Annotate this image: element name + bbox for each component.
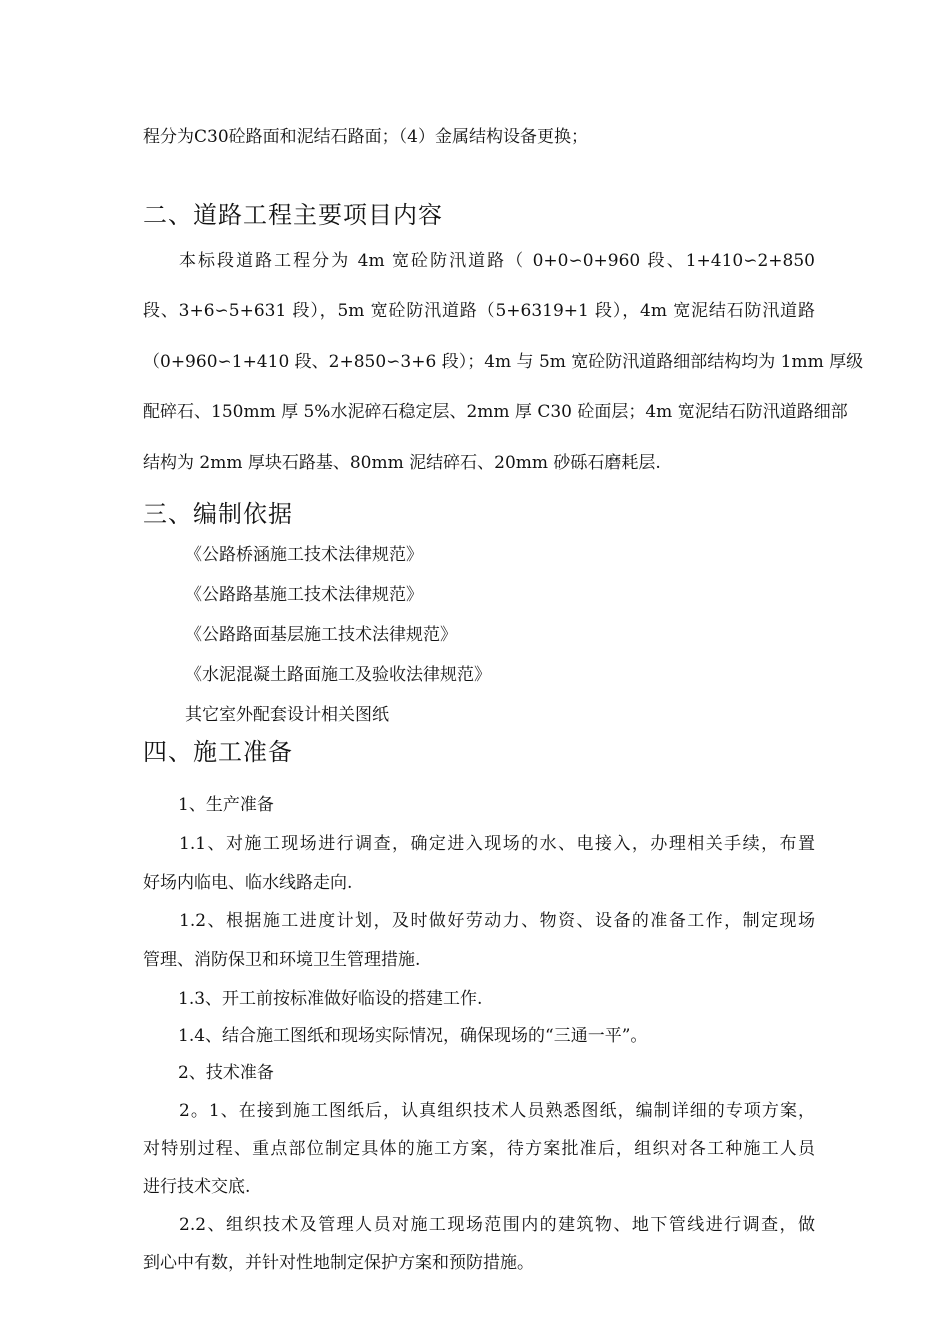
para-1-2-line-2: 管理、消防保卫和环境卫生管理措施. [143,950,421,970]
para-2-2-line-1: 2.2、组织技术及管理人员对施工现场范围内的建筑物、地下管线进行调查，做 [179,1215,815,1235]
reference-item: 《水泥混凝土路面施工及验收法律规范》 [185,665,491,685]
reference-item: 《公路桥涵施工技术法律规范》 [185,545,423,565]
section-4-heading: 四、施工准备 [143,738,293,766]
subsection-1-title: 1、生产准备 [178,795,274,815]
section-2-line-5: 结构为 2mm 厚块石路基、80mm 泥结碎石、20mm 砂砾石磨耗层. [143,453,661,473]
subsection-2-title: 2、技术准备 [178,1063,274,1083]
reference-item: 其它室外配套设计相关图纸 [185,705,389,725]
para-1-1-line-2: 好场内临电、临水线路走向. [143,873,353,893]
para-1-2-line-1: 1.2、根据施工进度计划，及时做好劳动力、物资、设备的准备工作，制定现场 [179,911,815,931]
reference-item: 《公路路基施工技术法律规范》 [185,585,423,605]
intro-line: 程分为C30砼路面和泥结石路面；（4）金属结构设备更换； [143,127,588,147]
section-2-line-4: 配碎石、150mm 厚 5%水泥碎石稳定层、2mm 厚 C30 砼面层；4m 宽泥结石防汛道路细部 [143,402,848,422]
para-1-4: 1.4、结合施工图纸和现场实际情况，确保现场的“三通一平”。 [178,1026,648,1046]
section-2-line-2: 段、3+6∽5+631 段），5m 宽砼防汛道路（5+6319+1 段），4m 宽泥结石防汛道路 [143,301,815,321]
para-1-1-line-1: 1.1、对施工现场进行调查，确定进入现场的水、电接入，办理相关手续，布置 [179,834,815,854]
para-2-1-line-2: 对特别过程、重点部位制定具体的施工方案，待方案批准后，组织对各工种施工人员 [143,1139,815,1159]
section-2-line-1: 本标段道路工程分为 4m 宽砼防汛道路（ 0+0∽0+960 段、1+410∽2+850 [179,251,815,271]
para-2-1-line-3: 进行技术交底. [143,1177,251,1197]
para-1-3: 1.3、开工前按标准做好临设的搭建工作. [178,989,483,1009]
reference-item: 《公路路面基层施工技术法律规范》 [185,625,457,645]
section-3-heading: 三、编制依据 [143,500,293,528]
para-2-1-line-1: 2。1、在接到施工图纸后，认真组织技术人员熟悉图纸，编制详细的专项方案， [179,1101,815,1121]
section-2-heading: 二、道路工程主要项目内容 [143,201,443,229]
section-2-line-3: （0+960∽1+410 段、2+850∽3+6 段）；4m 与 5m 宽砼防汛道路细部结构均为 1mm 厚级 [143,352,864,372]
para-2-2-line-2: 到心中有数，并针对性地制定保护方案和预防措施。 [143,1253,534,1273]
